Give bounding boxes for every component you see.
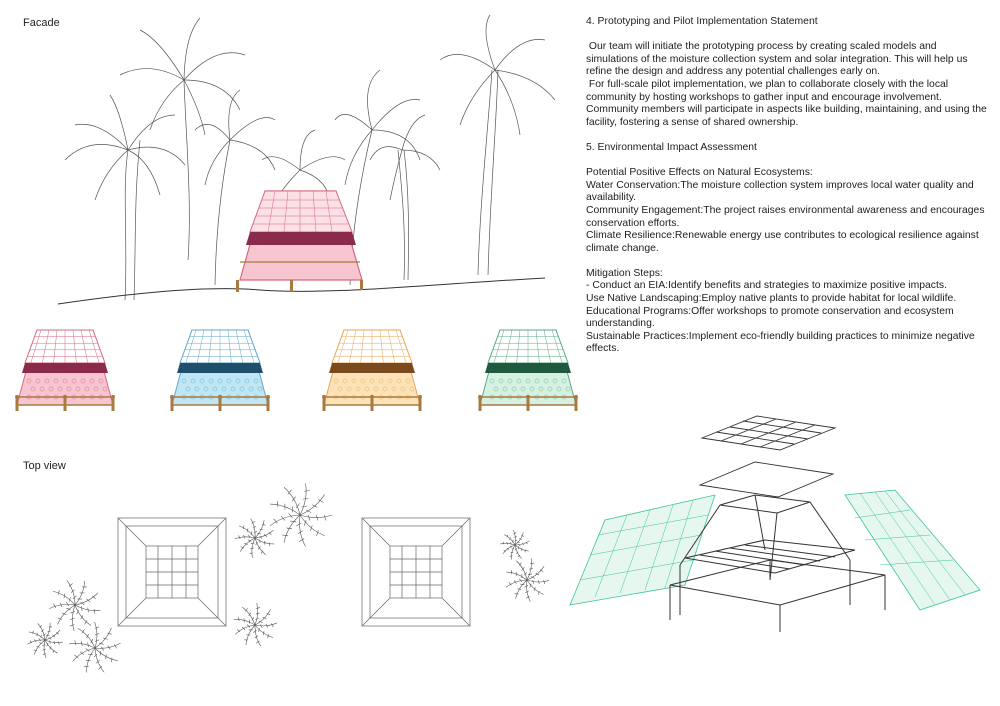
top-palm	[500, 530, 529, 559]
positive-effect-item: Community Engagement:The project raises environmental awareness and encourages conservation efforts.	[586, 204, 985, 229]
solar-panel	[702, 416, 835, 450]
facade-drawing	[0, 0, 560, 300]
mitigation-item: - Conduct an EIA:Identify benefits and strategies to maximize positive impacts.	[586, 280, 947, 292]
ground-line	[58, 278, 545, 304]
mitigation-item: Use Native Landscaping:Employ native plants to provide habitat for local wildlife.	[586, 293, 957, 305]
facade-shelter	[236, 191, 363, 292]
exploded-axonometric	[565, 410, 985, 640]
top-palm	[49, 580, 100, 631]
top-palm	[270, 483, 332, 546]
mitigation-item: Educational Programs:Offer workshops to promote conservation and ecosystem understanding.	[586, 305, 954, 330]
cover-plate	[700, 462, 833, 497]
top-palm	[506, 558, 549, 601]
top-view-label: Top view	[23, 460, 66, 472]
section5-heading: 5. Environmental Impact Assessment	[586, 141, 757, 153]
top-palm	[234, 603, 277, 646]
palm-crown-5	[335, 70, 420, 185]
section4-paragraph-2: For full-scale pilot implementation, we plan to collaborate closely with the local community by hosting workshops to gather input and encourage involvement. Community members will participate in aspects like building, maintaining, and using the facility, fostering a sense of shared ownership.	[586, 78, 990, 128]
facade-label: Facade	[23, 17, 60, 29]
top-view-drawing	[0, 480, 560, 680]
description-text	[586, 16, 990, 356]
palm-crown-2	[120, 18, 245, 135]
shelter-variant-blue	[170, 330, 270, 411]
plan-2	[362, 518, 470, 626]
mesh-panel-right	[845, 490, 980, 610]
positive-effect-item: Water Conservation:The moisture collection system improves local water quality and availability.	[586, 179, 974, 204]
top-palm	[69, 622, 120, 673]
section4-heading: 4. Prototyping and Pilot Implementation Statement	[586, 16, 818, 27]
mesh-panel-left	[570, 495, 715, 605]
top-palm	[27, 623, 62, 658]
top-palm	[235, 518, 274, 557]
positive-effect-item: Climate Resilience:Renewable energy use contributes to ecological resilience against climate change.	[586, 230, 979, 254]
shelter-variant-pink	[15, 330, 115, 411]
mitigation-item: Sustainable Practices:Implement eco-friendly building practices to minimize negative effects.	[586, 330, 975, 355]
palm-crown-3	[195, 90, 275, 185]
section4-paragraph-1: Our team will initiate the prototyping process by creating scaled models and simulations of the moisture collection system and solar integration. This will help us refine the design and address any potential challenges early on.	[586, 41, 971, 78]
color-variants	[0, 325, 590, 415]
palm-crown-1	[65, 95, 185, 200]
shelter-variant-orange	[322, 330, 422, 411]
mitigation-heading: Mitigation Steps:	[586, 267, 663, 279]
top-view-palms	[27, 483, 548, 672]
plan-1	[118, 518, 226, 626]
positive-effects-heading: Potential Positive Effects on Natural Ecosystems:	[586, 167, 813, 179]
shelter-variant-green	[478, 330, 578, 411]
